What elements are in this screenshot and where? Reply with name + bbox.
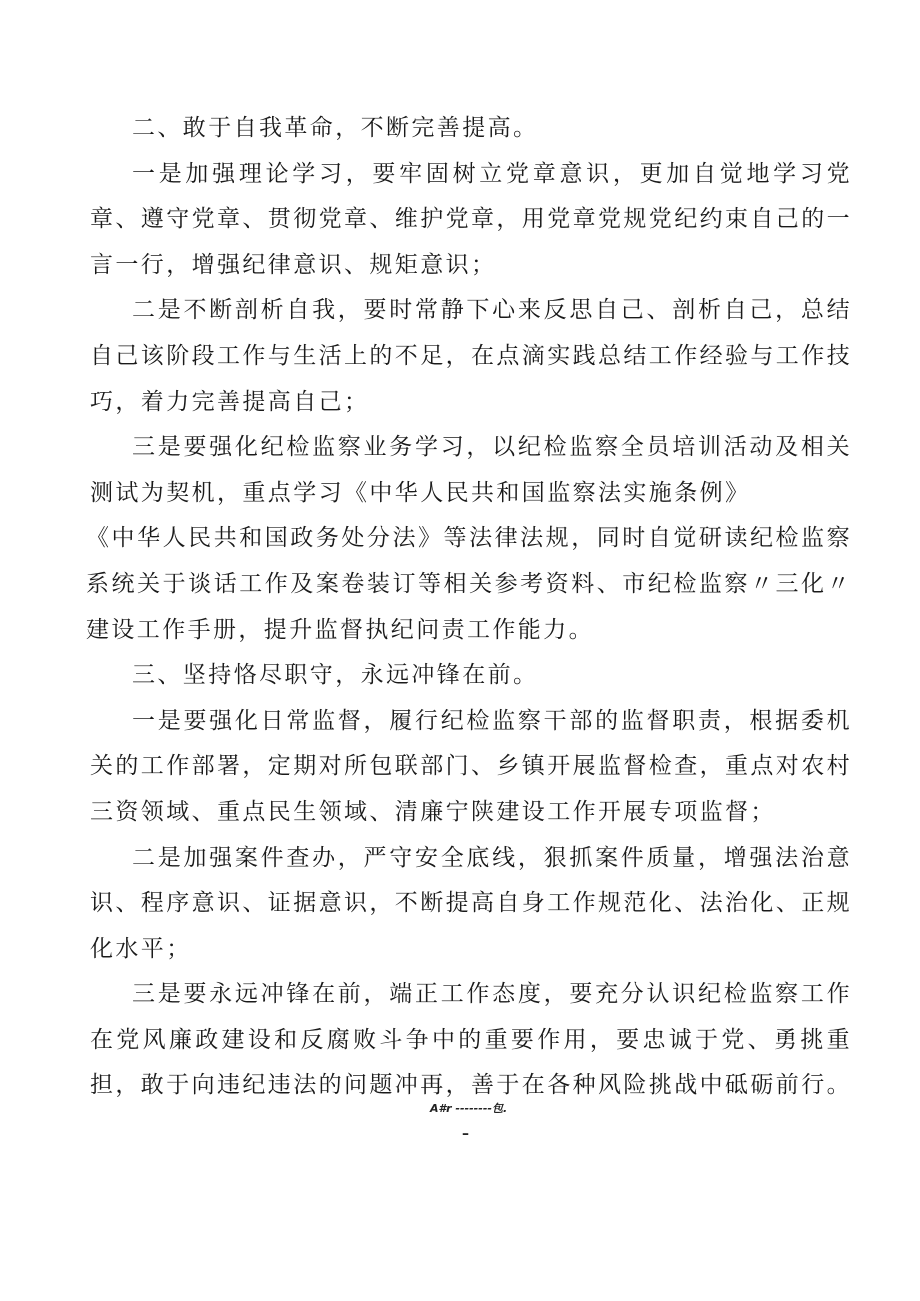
paragraph-theory-study: 一是加强理论学习，要牢固树立党章意识，更加自觉地学习党章、遵守党章、贯彻党章、维护党章，用党章党规党纪约束自己的一言一行，增强纪律意识、规矩意识； [90, 160, 852, 278]
footer-mark: A#r --------包. [430, 1102, 508, 1115]
section-heading-3: 三、坚持恪尽职守，永远冲锋在前。 [132, 662, 539, 689]
paragraph-self-analysis: 二是不断剖析自我，要时常静下心来反思自己、剖析自己，总结自己该阶段工作与生活上的不足，在点滴实践总结工作经验与工作技巧，着力完善提高自己； [90, 297, 852, 415]
paragraph-business-study-continued: 《中华人民共和国政务处分法》等法律法规，同时自觉研读纪检监察系统关于谈话工作及案卷装订等相关参考资料、市纪检监察〃三化〃建设工作手册，提升监督执纪问责工作能力。 [86, 525, 852, 643]
paragraph-business-study: 三是要强化纪检监察业务学习，以纪检监察全员培训活动及相关测试为契机，重点学习《中华人民共和国监察法实施条例》 [90, 434, 852, 506]
document-body [86, 106, 852, 1109]
paragraph-case-handling: 二是加强案件查办，严守安全底线，狠抓案件质量，增强法治意识、程序意识、证据意识，不断提高自身工作规范化、法治化、正规化水平； [90, 844, 852, 962]
paragraph-daily-supervision: 一是要强化日常监督，履行纪检监察干部的监督职责，根据委机关的工作部署，定期对所包联部门、乡镇开展监督检查，重点对农村三资领域、重点民生领域、清廉宁陕建设工作开展专项监督； [90, 707, 852, 825]
section-heading-2: 二、敢于自我革命，不断完善提高。 [132, 115, 539, 141]
footer-dash: – [462, 1126, 469, 1142]
paragraph-charge-forward: 三是要永远冲锋在前，端正工作态度，要充分认识纪检监察工作在党风廉政建设和反腐败斗争中的重要作用，要忠诚于党、勇挑重担，敢于向违纪违法的问题冲再，善于在各种风险挑战中砥砺前行。 [90, 981, 852, 1099]
